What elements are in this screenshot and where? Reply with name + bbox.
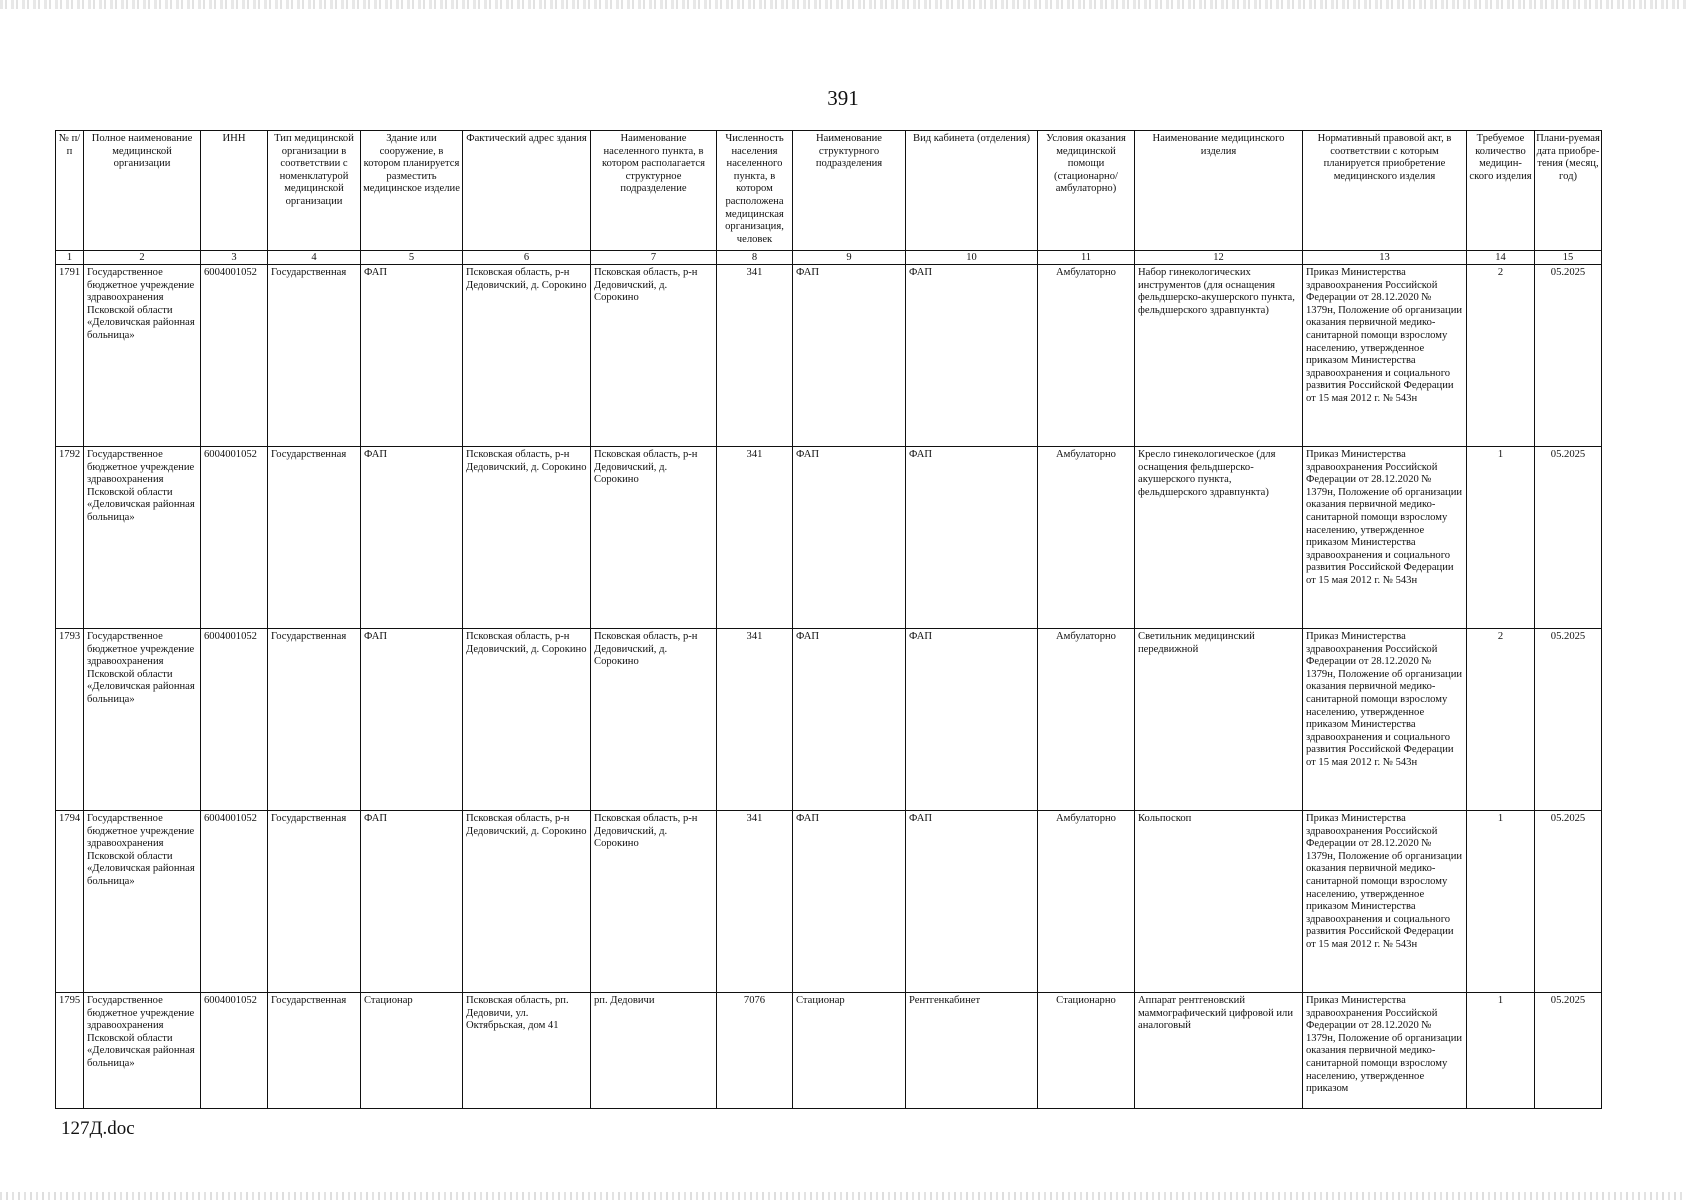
subdivision-cell: ФАП: [793, 811, 906, 993]
building-cell: ФАП: [361, 447, 463, 629]
organization-name: Государственное бюджетное учреждение здравоохранения Псковской области «Деловичская районная больница»: [84, 629, 201, 811]
row-number: 1791: [56, 265, 84, 447]
conditions-cell: Амбулаторно: [1038, 265, 1135, 447]
date-cell: 05.2025: [1535, 811, 1602, 993]
header-cell: Полное наименование медицинской организации: [84, 131, 201, 251]
organization-name: Государственное бюджетное учреждение здравоохранения Псковской области «Деловичская районная больница»: [84, 811, 201, 993]
column-number: 11: [1038, 251, 1135, 265]
org-type-cell: Государственная: [268, 629, 361, 811]
conditions-cell: Амбулаторно: [1038, 629, 1135, 811]
header-cell: Вид кабинета (отделения): [906, 131, 1038, 251]
address-cell: Псковская область, р-н Дедовичский, д. Сорокино: [463, 265, 591, 447]
org-type-cell: Государственная: [268, 447, 361, 629]
quantity-cell: 1: [1467, 993, 1535, 1109]
locality-cell: Псковская область, р-н Дедовичский, д. Сорокино: [591, 447, 717, 629]
address-cell: Псковская область, р-н Дедовичский, д. Сорокино: [463, 629, 591, 811]
column-number: 4: [268, 251, 361, 265]
organization-name: Государственное бюджетное учреждение здравоохранения Псковской области «Деловичская районная больница»: [84, 447, 201, 629]
column-number: 9: [793, 251, 906, 265]
scan-edge-bottom: [0, 1192, 1686, 1200]
document-filename: 127Д.doc: [61, 1118, 135, 1139]
header-cell: № п/п: [56, 131, 84, 251]
inn-cell: 6004001052: [201, 629, 268, 811]
column-number: 14: [1467, 251, 1535, 265]
header-cell: Наименование населенного пункта, в котором располагается структурное подразделение: [591, 131, 717, 251]
building-cell: ФАП: [361, 629, 463, 811]
column-number: 13: [1303, 251, 1467, 265]
inn-cell: 6004001052: [201, 447, 268, 629]
column-number-row: [56, 251, 1602, 265]
row-number: 1794: [56, 811, 84, 993]
table-row: [56, 447, 1602, 629]
column-number: 7: [591, 251, 717, 265]
header-cell: Нормативный правовой акт, в соответствии с которым планируется приобретение медицинского изделия: [1303, 131, 1467, 251]
equipment-register-table: [55, 130, 1602, 1109]
cabinet-cell: ФАП: [906, 265, 1038, 447]
row-number: 1792: [56, 447, 84, 629]
header-cell: Наименование структурного подразделения: [793, 131, 906, 251]
address-cell: Псковская область, р-н Дедовичский, д. Сорокино: [463, 811, 591, 993]
population-cell: 341: [717, 265, 793, 447]
header-cell: Фактический адрес здания: [463, 131, 591, 251]
address-cell: Псковская область, р-н Дедовичский, д. Сорокино: [463, 447, 591, 629]
subdivision-cell: ФАП: [793, 447, 906, 629]
quantity-cell: 1: [1467, 447, 1535, 629]
table-row: [56, 265, 1602, 447]
header-cell: Плани-руемая дата приобре-тения (месяц, год): [1535, 131, 1602, 251]
locality-cell: рп. Дедовичи: [591, 993, 717, 1109]
column-number: 15: [1535, 251, 1602, 265]
population-cell: 7076: [717, 993, 793, 1109]
population-cell: 341: [717, 447, 793, 629]
legal-act-cell: Приказ Министерства здравоохранения Российской Федерации от 28.12.2020 № 1379н, Положение об организации оказания первичной медико-санитарной помощи взрослому населению, утвержденное приказом Министерства здравоохранения и социального развития Российской Федерации от 15 мая 2012 г. № 543н: [1303, 447, 1467, 629]
cabinet-cell: ФАП: [906, 629, 1038, 811]
conditions-cell: Стационарно: [1038, 993, 1135, 1109]
date-cell: 05.2025: [1535, 447, 1602, 629]
column-number: 2: [84, 251, 201, 265]
column-number: 12: [1135, 251, 1303, 265]
page-number: 391: [827, 86, 859, 110]
inn-cell: 6004001052: [201, 265, 268, 447]
quantity-cell: 1: [1467, 811, 1535, 993]
header-cell: Тип медицинской организации в соответствии с номенклатурой медицинской организации: [268, 131, 361, 251]
column-number: 8: [717, 251, 793, 265]
org-type-cell: Государственная: [268, 811, 361, 993]
device-cell: Аппарат рентгеновский маммографический цифровой или аналоговый: [1135, 993, 1303, 1109]
locality-cell: Псковская область, р-н Дедовичский, д. Сорокино: [591, 811, 717, 993]
table-row: [56, 811, 1602, 993]
legal-act-cell: Приказ Министерства здравоохранения Российской Федерации от 28.12.2020 № 1379н, Положение об организации оказания первичной медико-санитарной помощи взрослому населению, утвержденное приказом Министерства здравоохранения и социального развития Российской Федерации от 15 мая 2012 г. № 543н: [1303, 629, 1467, 811]
date-cell: 05.2025: [1535, 265, 1602, 447]
column-number: 5: [361, 251, 463, 265]
date-cell: 05.2025: [1535, 629, 1602, 811]
inn-cell: 6004001052: [201, 993, 268, 1109]
device-cell: Набор гинекологических инструментов (для оснащения фельдшерско-акушерского пункта, фельдшерского здравпункта): [1135, 265, 1303, 447]
column-number: 6: [463, 251, 591, 265]
conditions-cell: Амбулаторно: [1038, 447, 1135, 629]
header-cell: Здание или сооружение, в котором планируется разместить медицинское изделие: [361, 131, 463, 251]
organization-name: Государственное бюджетное учреждение здравоохранения Псковской области «Деловичская районная больница»: [84, 993, 201, 1109]
scan-edge-top: [0, 0, 1686, 9]
header-cell: Требуемое количество медицин-ского изделия: [1467, 131, 1535, 251]
locality-cell: Псковская область, р-н Дедовичский, д. Сорокино: [591, 629, 717, 811]
org-type-cell: Государственная: [268, 993, 361, 1109]
legal-act-cell: Приказ Министерства здравоохранения Российской Федерации от 28.12.2020 № 1379н, Положение об организации оказания первичной медико-санитарной помощи взрослому населению, утвержденное приказом Министерства здравоохранения и социального развития Российской Федерации от 15 мая 2012 г. № 543н: [1303, 811, 1467, 993]
column-number: 10: [906, 251, 1038, 265]
table-row: [56, 629, 1602, 811]
table-row: [56, 993, 1602, 1109]
column-number: 3: [201, 251, 268, 265]
conditions-cell: Амбулаторно: [1038, 811, 1135, 993]
row-number: 1795: [56, 993, 84, 1109]
subdivision-cell: Стационар: [793, 993, 906, 1109]
header-cell: Условия оказания медицинской помощи (стационарно/ амбулаторно): [1038, 131, 1135, 251]
header-cell: Наименование медицинского изделия: [1135, 131, 1303, 251]
org-type-cell: Государственная: [268, 265, 361, 447]
device-cell: Кольпоскоп: [1135, 811, 1303, 993]
subdivision-cell: ФАП: [793, 265, 906, 447]
cabinet-cell: Рентгенкабинет: [906, 993, 1038, 1109]
quantity-cell: 2: [1467, 629, 1535, 811]
header-cell: ИНН: [201, 131, 268, 251]
device-cell: Светильник медицинский передвижной: [1135, 629, 1303, 811]
header-row: [56, 131, 1602, 251]
population-cell: 341: [717, 811, 793, 993]
column-number: 1: [56, 251, 84, 265]
legal-act-cell: Приказ Министерства здравоохранения Российской Федерации от 28.12.2020 № 1379н, Положение об организации оказания первичной медико-санитарной помощи взрослому населению, утвержденное приказом: [1303, 993, 1467, 1109]
date-cell: 05.2025: [1535, 993, 1602, 1109]
quantity-cell: 2: [1467, 265, 1535, 447]
building-cell: Стационар: [361, 993, 463, 1109]
inn-cell: 6004001052: [201, 811, 268, 993]
cabinet-cell: ФАП: [906, 447, 1038, 629]
subdivision-cell: ФАП: [793, 629, 906, 811]
legal-act-cell: Приказ Министерства здравоохранения Российской Федерации от 28.12.2020 № 1379н, Положение об организации оказания первичной медико-санитарной помощи взрослому населению, утвержденное приказом Министерства здравоохранения и социального развития Российской Федерации от 15 мая 2012 г. № 543н: [1303, 265, 1467, 447]
row-number: 1793: [56, 629, 84, 811]
building-cell: ФАП: [361, 811, 463, 993]
building-cell: ФАП: [361, 265, 463, 447]
population-cell: 341: [717, 629, 793, 811]
locality-cell: Псковская область, р-н Дедовичский, д. Сорокино: [591, 265, 717, 447]
address-cell: Псковская область, рп. Дедовичи, ул. Октябрьская, дом 41: [463, 993, 591, 1109]
cabinet-cell: ФАП: [906, 811, 1038, 993]
header-cell: Численность населения населенного пункта, в котором расположена медицинская организация, человек: [717, 131, 793, 251]
organization-name: Государственное бюджетное учреждение здравоохранения Псковской области «Деловичская районная больница»: [84, 265, 201, 447]
device-cell: Кресло гинекологическое (для оснащения фельдшерско-акушерского пункта, фельдшерского здравпункта): [1135, 447, 1303, 629]
